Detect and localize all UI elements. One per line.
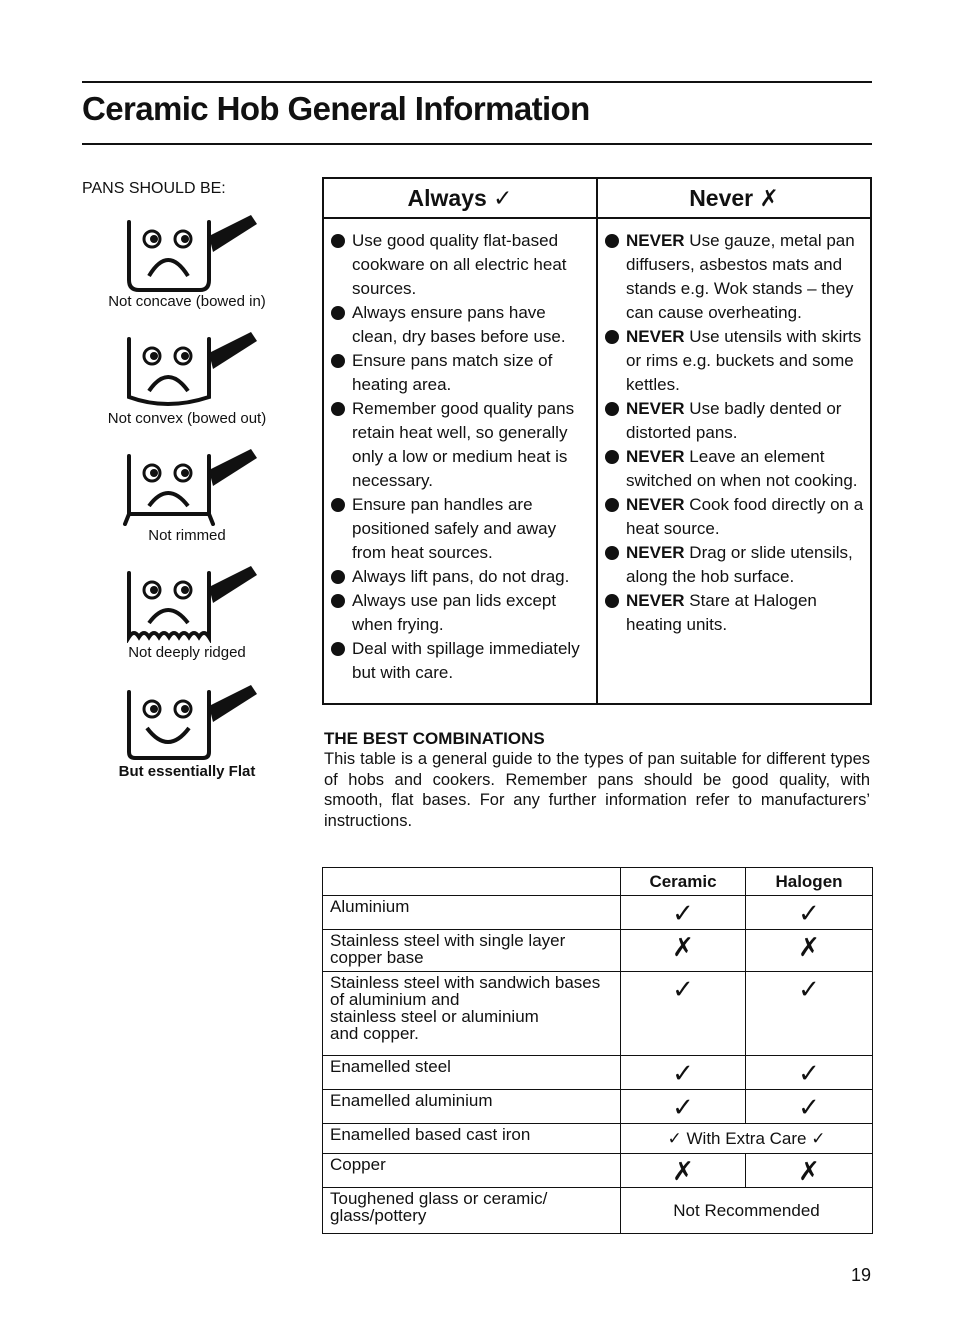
never-item — [604, 397, 864, 445]
pan-caption: Not rimmed — [148, 527, 226, 544]
ceramic-mark: ✗ — [621, 1154, 746, 1188]
combo-row — [323, 1188, 873, 1234]
never-keyword: NEVER — [626, 231, 685, 250]
never-keyword: NEVER — [626, 327, 685, 346]
material-cell: Copper — [323, 1154, 621, 1188]
always-item: Always ensure pans have clean, dry bases before use. — [330, 301, 590, 349]
always-item: Use good quality flat-based cookware on all electric heat sources. — [330, 229, 590, 301]
always-never-table — [322, 177, 872, 705]
never-keyword: NEVER — [626, 543, 685, 562]
best-combinations-heading: THE BEST COMBINATIONS — [324, 729, 545, 748]
pan-caption: Not concave (bowed in) — [108, 293, 266, 310]
material-cell: Stainless steel with sandwich bases of aluminium and stainless steel or aluminium and copper. — [323, 972, 621, 1056]
pan-item-convex — [82, 327, 292, 427]
never-item — [604, 325, 864, 397]
never-item — [604, 493, 864, 541]
sad-pan-ridged-icon — [117, 561, 257, 643]
halogen-mark: ✗ — [746, 1154, 873, 1188]
top-rule — [82, 81, 872, 83]
combo-row — [323, 930, 873, 972]
material-cell: Enamelled steel — [323, 1056, 621, 1090]
never-keyword: NEVER — [626, 447, 685, 466]
combinations-table — [322, 867, 873, 1234]
sad-pan-concave-icon — [117, 210, 257, 292]
pan-item-concave — [82, 210, 292, 310]
never-keyword: NEVER — [626, 591, 685, 610]
sad-pan-rimmed-icon — [117, 444, 257, 526]
pan-caption: Not deeply ridged — [128, 644, 246, 661]
never-text: Drag or slide utensils, along the hob surface. — [626, 543, 853, 586]
ceramic-mark: ✓ — [621, 896, 746, 930]
material-cell: Stainless steel with single layer copper base — [323, 930, 621, 972]
happy-pan-flat-icon — [117, 680, 257, 762]
combo-row — [323, 1056, 873, 1090]
combo-row — [323, 972, 873, 1056]
material-cell: Enamelled aluminium — [323, 1090, 621, 1124]
pan-caption: Not convex (bowed out) — [107, 410, 267, 427]
page-title: Ceramic Hob General Information — [82, 90, 590, 127]
always-header: Always ✓ — [323, 178, 597, 218]
never-item — [604, 229, 864, 325]
always-list — [324, 219, 596, 685]
pan-item-ridged — [82, 561, 292, 661]
never-text: Use gauze, metal pan diffusers, asbestos mats and stands e.g. Wok stands – they can cause overheating. — [626, 231, 855, 322]
pans-should-be-label: PANS SHOULD BE: — [82, 180, 226, 197]
sad-pan-convex-icon — [117, 327, 257, 409]
never-text: Leave an element switched on when not cooking. — [626, 447, 858, 490]
never-keyword: NEVER — [626, 399, 685, 418]
halogen-mark: ✓ — [746, 1056, 873, 1090]
ceramic-mark: ✓ — [621, 1056, 746, 1090]
never-text: Use utensils with skirts or rims e.g. buckets and some kettles. — [626, 327, 862, 394]
never-header: Never ✗ — [597, 178, 871, 218]
suitability-note-cell: Not Recommended — [621, 1188, 873, 1234]
never-item — [604, 445, 864, 493]
combo-row — [323, 896, 873, 930]
combo-row — [323, 1090, 873, 1124]
always-item: Ensure pans match size of heating area. — [330, 349, 590, 397]
best-combinations-section — [324, 728, 870, 831]
halogen-mark: ✓ — [746, 972, 873, 1056]
ceramic-mark: ✓ — [621, 972, 746, 1056]
ceramic-mark: ✗ — [621, 930, 746, 972]
combo-header-ceramic: Ceramic — [621, 868, 746, 896]
halogen-mark: ✗ — [746, 930, 873, 972]
always-item: Deal with spillage immediately but with care. — [330, 637, 590, 685]
always-item: Remember good quality pans retain heat well, so generally only a low or medium heat is necessary. — [330, 397, 590, 493]
best-combinations-body: This table is a general guide to the types of pan suitable for different types of hobs and cookers. Remember pans should be good quality, with smooth, flat bases. For any further information refer to manufacturers’ instructions. — [324, 750, 870, 830]
always-item: Always use pan lids except when frying. — [330, 589, 590, 637]
never-text: Use badly dented or distorted pans. — [626, 399, 842, 442]
never-keyword: NEVER — [626, 495, 685, 514]
halogen-mark: ✓ — [746, 896, 873, 930]
always-item: Ensure pan handles are positioned safely and away from heat sources. — [330, 493, 590, 565]
always-column — [323, 218, 597, 704]
combo-row — [323, 1154, 873, 1188]
never-item — [604, 589, 864, 637]
never-item — [604, 541, 864, 589]
always-item: Always lift pans, do not drag. — [330, 565, 590, 589]
pan-item-flat — [82, 680, 292, 780]
never-text: Stare at Halogen heating units. — [626, 591, 817, 634]
combo-header-halogen: Halogen — [746, 868, 873, 896]
material-cell: Toughened glass or ceramic/ glass/pottery — [323, 1188, 621, 1234]
material-cell: Enamelled based cast iron — [323, 1124, 621, 1154]
page-number: 19 — [851, 1265, 872, 1285]
never-column — [597, 218, 871, 704]
ceramic-mark: ✓ — [621, 1090, 746, 1124]
halogen-mark: ✓ — [746, 1090, 873, 1124]
pan-caption: But essentially Flat — [118, 763, 256, 780]
never-text: Cook food directly on a heat source. — [626, 495, 864, 538]
title-underline-rule — [82, 143, 872, 145]
never-list — [598, 219, 870, 637]
material-cell: Aluminium — [323, 896, 621, 930]
suitability-note-cell: ✓ With Extra Care ✓ — [621, 1124, 873, 1154]
combo-header-blank — [323, 868, 621, 896]
combo-row — [323, 1124, 873, 1154]
pan-item-rimmed — [82, 444, 292, 544]
